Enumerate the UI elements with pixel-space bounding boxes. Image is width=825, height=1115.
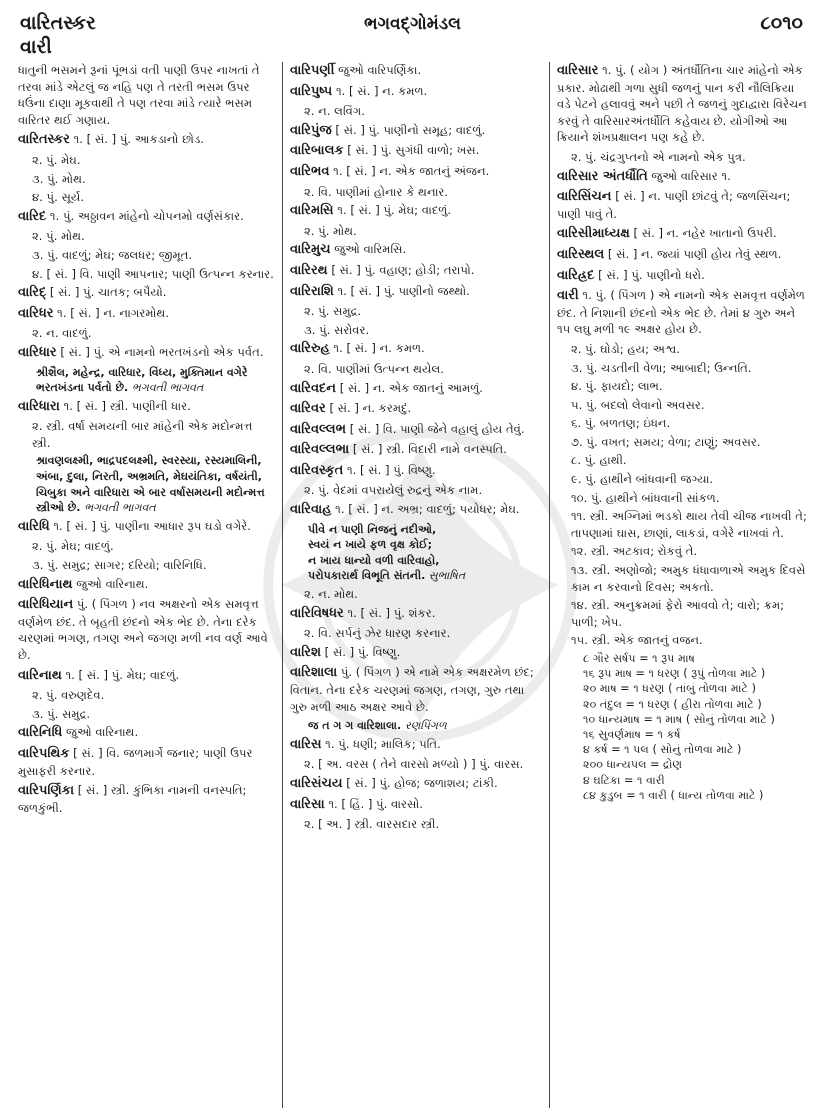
entry-definition: ૧. [ સં. ] પું. પાણીના આધાર રૂપ ઘડો વગેરે. [53,518,251,533]
entry-definition: ૧. [ સં. ] ન. કમળ. [333,341,425,356]
entry-definition: ૧. [ સં. ] પું. આકડાનો છોડ. [73,132,204,147]
entry-sense: ૩. પું. સમુદ્ર. [32,706,91,721]
weight-table-row: ૮૪ કુડુબ = ૧ વારી ( ધાન્ય તોળવા માટે ) [583,788,764,802]
dictionary-entry [290,241,542,259]
entry-headword: વારિદ [18,208,47,224]
dictionary-entry [290,501,542,519]
entry-definition: [ સં. ] પું. સુગંધી વાળો; ખસ. [347,143,480,158]
dictionary-entry [290,644,542,662]
entry-sense: ૨. પું. ઘોડો; હય; અશ્વ. [571,341,680,356]
dictionary-entry [290,163,542,181]
entry-headword: વારિધાર [18,344,57,360]
dictionary-entry [290,202,542,220]
entry-sense: ૭. પું. વખત; સમય; વેળા; ટાણું; અવસર. [571,434,761,449]
entry-definition: ૧. [ સં. ] પું. મેઘ; વાદળું. [65,667,180,682]
quotation-source: ભગવતી ભાગવત [84,501,156,515]
column-1 [18,62,274,1110]
entry-definition: ૧. [ સં. ] પું. વિષ્ણુ. [346,462,436,477]
entry-sense: ૧૩. સ્ત્રી. અણોજો; અમુક ધંધાવાળાએ અમુક દિવસે કામ ન કરવાનો દિવસ; અકતો. [571,563,806,594]
entry-headword: વારિરુહ [290,341,330,357]
entry-sense: ૩. પું. ચડતીની વેળા; આબાદી; ઉન્નતિ. [571,360,752,375]
dictionary-entry [18,398,274,416]
entry-sense: ૧૦. પું. હાથીને બાંધવાની સાંકળ. [571,490,720,505]
entry-sense: ૩. પું. સમુદ્ર; સાગર; દરિયો; વારિનિધિ. [32,558,207,573]
dictionary-entry [290,122,542,140]
entry-sense: ૬. પું. બળતણ; ઇંધન. [571,416,671,431]
entry-definition: જુઓ વારિસાર ૧. [651,168,731,183]
dictionary-entry [18,667,274,685]
entry-sense: ૨. ન. વાદળું. [32,326,92,341]
weight-table-row: ૪ કર્ષ = ૧ પલ ( સોનું તોળવા માટે ) [583,743,742,757]
entry-definition: પું. ( પિંગળ ) એ નામે એક અક્ષરમેળ છંદ; વિતાન. તેના દરેક ચરણમાં જગણ, તગણ, ગુરુ તથા ગુરુ મળી આઠ અક્ષર આવે છે. [290,665,534,714]
entry-definition: [ સં. ] પું. વહાણ; હોડી; તરાપો. [331,262,475,277]
entry-headword: વારિવિષધર [290,605,344,621]
entry-headword: વારિપુંજ [290,122,332,138]
weight-table-row: ૧૦ ધાન્યમાષ = ૧ માષ ( સોનું તોળવા માટે ) [583,712,775,726]
verse-line: પીવે ન પાણી નિજનું નદીઓ, [308,522,437,536]
entry-headword: વારિધિનાથ [18,576,73,592]
entry-definition: પું. ( પિંગળ ) નવ અક્ષરનો એક સમવૃત્ત વર્ણમેળ છંદ. તે બૃહતી છંદનો એક ભેદ છે. તેના દરેક ચરણમાં ભગણ, તગણ અને જગણ મળી નવ વર્ણ આવે છે. [18,597,268,662]
entry-definition: ૧. [ સં. ] પું. મેઘ; વાદળું. [337,203,452,218]
dictionary-entry [290,62,542,80]
entry-definition: [ સં. ] પું. એ નામનો ભરતખંડનો એક પર્વત. [60,344,264,359]
quotation-text: શ્રાવણલક્ષ્મી, ભાદ્રપદલક્ષ્મી, સ્વરસ્યા, રસ્યમાલિની, અંબા, દુલા, નિરતી, અભ્રમતિ, મેઘયંતિકા, વર્ષયંતી, ચિબુકા અને વારિધારા એ બાર વર્ષાસમયની મદોન્મત્ત સ્ત્રીઓ છે. [36,454,265,515]
entry-sense: ૩. પું. સરોવર. [304,322,370,337]
page-header [0,0,825,58]
dictionary-entry [290,400,542,418]
dictionary-entry [290,142,542,160]
verse-line: સ્વયં ન ખાયે ફળ વૃક્ષ કોઈ; [308,538,433,552]
entry-definition: [ સં. ] પું. પાણીનો સમૂહ; વાદળું. [335,122,486,137]
dictionary-entry [557,62,809,146]
entry-definition: [ સં. ] ન. જ્યાં પાણી હોય તેવું સ્થળ. [607,246,782,261]
dictionary-entry [557,267,809,285]
entry-headword: વારિશાલા [290,665,338,681]
entry-headword: વારી [557,288,579,304]
column-3 [557,62,809,1110]
entry-sense: ૪. [ સં. ] વિ. પાણી આપનાર; પાણી ઉત્પન્ન કરનાર. [32,266,274,281]
entry-sense: ૩. પું. વાદળું; મેઘ; જલધર; જીમૂત. [32,247,193,262]
entry-headword: વારિધારા [18,398,60,414]
dictionary-entry [290,736,542,754]
entry-sense: ૪. પું. ફાયદો; લાભ. [571,379,663,394]
entry-continuation: ધાતુની ભસમને રૂનાં પૂંભડાં વતી પાણી ઉપર નાખતાં તે તરવા માંડે એટલું જ નહિ પણ તે તરતી ભસમ ઉપર ધઉંના દાણા મૂકવાથી તે પણ તરવા માંડે ત્યારે ભસમ વારિતર થઈ ગણાય. [18,63,260,127]
weight-table-row: ૨૦૦ ધાન્યપલ = દ્રોણ [583,758,683,772]
dictionary-entry [290,664,542,715]
entry-sense: ૧૧. સ્ત્રી. અગ્નિમાં ભડકો થાય તેવી ચીજ નાખવી તે; તાપણામાં ઘાસ, છાણાં, લાકડાં, વગેરે નાખવાં તે. [571,509,807,540]
dictionary-entry [18,208,274,226]
entry-sense: ૨. પું. મેઘ; વાદળું. [32,539,114,554]
dictionary-entry [290,796,542,814]
guideword-top: વારિતસ્કર [20,12,96,34]
entry-sense: ૨. [ અ. ] સ્ત્રી. વારસદાર સ્ત્રી. [304,817,440,832]
entry-headword: વારિસંચય [290,775,343,791]
verse-line: પરોપકારાર્થ વિભૂતિ સંતની. સુભાષિત [308,569,466,583]
entry-headword: વારિધિયાન [18,597,74,613]
entry-definition: ૧. પું. ધણી; માલિક; પતિ. [325,736,441,751]
entry-definition: ૧. [ હિં. ] પું. વારસો. [328,796,423,811]
entry-headword: વારિતસ્કર [18,132,70,148]
weight-table-row: ૨૦ તંદુલ = ૧ ધરણ ( હીરા તોળવા માટે ) [583,697,762,711]
entry-headword: વારિસાર અંતર્ધૌતિ [557,168,648,184]
dictionary-entry [290,421,542,439]
entry-definition: [ સં. ] સ્ત્રી. વિદારી નામે વનસ્પતિ. [352,442,507,457]
entry-headword: વારિશ [290,644,321,660]
entry-sense: ૨. પું. ચંદ્રગુપ્તનો એ નામનો એક પુત્ર. [571,149,746,164]
entry-sense: ૨. વિ. પાણીમાં ઉત્પન્ન થયેલ. [304,361,444,376]
entry-headword: વારિહ્રદ [557,267,595,283]
dictionary-entry [18,518,274,536]
entry-verse [290,522,542,584]
entry-definition: ૧. પું. ( યોગ ) અંતર્ધૌતિના ચાર માંહેનો એક પ્રકાર. મોઢાથી ગળા સુધી જળનું પાન કરી નૌલિક્રિયા વડે પેટને હલાવવું અને પછી તે જળનું ગુદાદ્વારા વિરેચન કરવું તે વારિસારઅંતર્ધૌતિ કહેવાય છે. યોગીઓ આ ક્રિયાને શંખપ્રક્ષાલન પણ કહે છે. [557,63,807,145]
dictionary-entry [18,284,274,302]
entry-headword: વારિસીમાધ્યક્ષ [557,226,630,242]
entry-definition: [ સં. ] ન. એક જાતનું આમળું. [339,380,483,395]
entry-headword: વારિધર [18,305,54,321]
dictionary-entry [290,775,542,793]
entry-headword: વારિમુચ [290,242,331,258]
entry-sense: ૫. પું. બદલો લેવાનો અવસર. [571,397,705,412]
dictionary-entry [18,782,274,816]
verse-source: સુભાષિત [425,569,466,583]
entry-definition: ૧. પું. ( પિંગળ ) એ નામનો એક સમવૃત્ત વર્ણમેળ છંદ. તે નિશાની છંદનો એક ભેદ છે. તેમાં ૪ ગુરુ અને ૧૫ લઘુ મળી ૧૯ અક્ષર હોય છે. [557,288,805,337]
entry-sense: ૧૫. સ્ત્રી. એક જાતનું વજન. [571,633,703,648]
guideword-bottom: વારી [20,36,52,58]
entry-definition: [ સં. ] પું. પાણીનો ધરો. [598,267,705,282]
weight-table-row: ૧૬ રૂપ માષ = ૧ ધરણ ( રૂપું તોળવા માટે ) [583,667,766,681]
entry-quotation [290,718,542,734]
entry-sense: ૮. પું. હાથી. [571,453,627,468]
entry-definition: [ સં. ] વિ. જળમાર્ગે જનાર; પાણી ઉપર મુસાફરી કરનાર. [18,745,253,778]
entry-definition: ૧. [ સં. ] ન. એક જાતનું અંજન. [333,163,490,178]
entry-definition: [ સં. ] પું. ચાતક; બપૈયો. [49,285,167,300]
entry-headword: વારિસા [290,796,325,812]
quotation-source: રણપિંગળ [405,719,447,733]
entry-definition: ૧. [ સં. ] પું. પાણીનો જથ્થો. [337,283,470,298]
entry-sense: ૨. પું. મોથ. [32,229,85,244]
entry-sense: ૨. વિ. સર્પનું ઝેર ધારણ કરનાર. [304,626,451,641]
entry-sense: ૨. [ અ. વરસ ( તેને વારસો મળ્યો ) ] પું. વારસ. [304,757,524,772]
entry-headword: વારિમસિ [290,203,334,219]
entry-definition: ૧. [ સં. ] પું. શંકર. [347,605,436,620]
entry-sense: ૪. પું. સૂર્ય. [32,190,85,205]
entry-definition: ૧. [ સં. ] ન. નાગરમોથ. [57,305,169,320]
weight-table-row: ૮ ગૌર સર્ષપ = ૧ રૂપ માષ [583,652,695,665]
entry-definition: જુઓ વારિપર્ણિકા. [338,63,422,77]
dictionary-entry [18,131,274,149]
weight-table-row: ૨૦ માષ = ૧ ધરણ ( તાંબું તોળવા માટે ) [583,682,756,696]
entry-definition: [ સં. ] સ્ત્રી. કુંભિકા નામની વનસ્પતિ; જળકુંભી. [18,783,247,815]
dictionary-entry [290,262,542,280]
entry-definition: [ સં. ] પું. હોજ; જળાશય; ટાંકી. [346,775,498,790]
entry-headword: વારિપર્ણી [290,63,335,78]
entry-headword: વારિદ્ [18,285,47,301]
entry-sense: ૩. પું. મોથ. [32,171,86,186]
entry-quotation [18,453,274,515]
entry-definition: [ સં. ] ન. નહેર ખાતાનો ઉપરી. [633,226,777,241]
entry-headword: વારિરાશિ [290,283,334,299]
dictionary-entry [290,83,542,101]
entry-sense: ૨. પું. મોથ. [304,223,357,238]
dictionary-entry [557,246,809,264]
dictionary-entry [18,576,274,594]
entry-quotation [18,365,274,396]
entry-definition: [ સં. ] વિ. પાણી જેને વહાલું હોય તેવું. [349,421,525,436]
dictionary-entry [290,380,542,398]
dictionary-entry [18,305,274,323]
entry-definition: [ સં. ] પું. વિષ્ણુ. [324,644,401,659]
entry-sense: ૧૪. સ્ત્રી. અનુક્રમમાં ફેરો આવવો તે; વારો; ક્રમ; પાળી; ખેપ. [571,598,785,629]
dictionary-entry [290,462,542,480]
dictionary-entry [557,188,809,222]
quotation-source: ભગવતી ભાગવત [131,381,204,395]
entry-headword: વારિપથિક [18,745,70,761]
dictionary-entry [557,225,809,243]
entry-headword: વારિનિધિ [18,725,63,741]
entry-sense: ૨. ન. મોથ. [304,587,358,602]
column-2 [290,62,542,1110]
entry-headword: વારિપુષ્પ [290,83,333,99]
entry-sense: ૨. પું. વરુણદેવ. [32,688,105,703]
entry-headword: વારિભવ [290,163,330,179]
dictionary-entry [290,340,542,358]
verse-line: ન ખાય ધાન્યો વળી વારિવાહો, [308,553,440,567]
page-title: ભગવદ્ગોમંડલ [364,14,461,34]
entry-sense: ૨. પું. સમુદ્ર. [304,304,362,319]
column-divider-1 [282,62,283,1108]
dictionary-entry [557,168,809,186]
entry-definition: જુઓ વારિમસિ. [334,242,407,257]
quotation-text: શ્રીશૈલ, મહેન્દ્ર, વારિધાર, વિંધ્ય, મુક્તિમાન વગેરે ભરતખંડના પર્વતો છે. [36,365,248,395]
dictionary-entry [18,344,274,362]
entry-definition: ૧. [ સં. ] સ્ત્રી. પાણીની ધાર. [63,398,191,413]
dictionary-entry [290,441,542,459]
entry-sense: ૨. ન. લવિંગ. [304,104,365,119]
entry-headword: વારિસાર [557,63,599,78]
entry-definition: જુઓ વારિનાથ. [66,725,139,740]
entry-headword: વારિસિંચન [557,189,612,205]
entry-sense: ૯. પું. હાથીને બાંધવાની જગ્યા. [571,472,714,487]
entry-headword: વારિવદન [290,380,336,396]
entry-definition: [ સં. ] ન. કરમદું. [329,401,412,416]
entry-headword: વારિવાહ [290,502,332,518]
dictionary-entry [290,605,542,623]
entry-headword: વારિરથ [290,262,328,278]
entry-headword: વારિવલ્લભા [290,442,350,458]
entry-headword: વારિવલ્લભ [290,421,347,437]
dictionary-entry [557,287,809,338]
entry-headword: વારિવસ્કૃત [290,462,344,478]
entry-definition: જુઓ વારિનાથ. [76,576,149,591]
page-number: ૮૦૧૦ [760,12,803,34]
quotation-text: જ ત ગ ગ વારિશાલા. [308,719,402,733]
dictionary-entry [290,283,542,301]
entry-headword: વારિધિ [18,518,50,534]
entry-headword: વારિસ [290,736,322,752]
weight-table-row: ૧૬ સુવર્ણમાષ = ૧ કર્ષ [583,728,681,742]
entry-definition: ૧. [ સં. ] ન. અભ્ર; વાદળું; પયોધર; મેઘ. [335,502,520,517]
entry-sense: ૨. પું. વેદમાં વપરાયેલું રુદ્રનું એક નામ. [304,483,483,498]
entry-definition: [ સં. ] ન. પાણી છાંટવું તે; જળસિંચન; પાણી પાવું તે. [557,189,791,221]
entry-headword: વારિબાલક [290,143,344,159]
entry-sense: ૨. વિ. પાણીમાં હોનાર કે થનાર. [304,184,449,199]
column-divider-2 [549,62,550,1108]
entry-sense: ૧૨. સ્ત્રી. અટકાવ; રોકવું તે. [571,544,698,559]
weight-table-row: ૪ ઘટિકા = ૧ વારી [583,773,665,787]
entry-headword: વારિવર [290,401,326,417]
entry-definition: ૧. પું. અઠ્ઠાવન માંહેનો ચોપનમો વર્ણસંકાર. [49,208,244,223]
entry-definition: ૧. [ સં. ] ન. કમળ. [335,83,428,98]
entry-sense: ૨. સ્ત્રી. વર્ષા સમયની બાર માંહેની એક મદોન્મત્ત સ્ત્રી. [32,419,253,450]
entry-headword: વારિસ્થલ [557,246,605,262]
entry-sense: ૨. પું. મેઘ. [32,152,81,167]
dictionary-entry [18,596,274,663]
dictionary-entry [18,724,274,742]
dictionary-entry [18,745,274,779]
entry-headword: વારિનાથ [18,667,62,683]
entry-headword: વારિપર્ણિકા [18,783,75,799]
